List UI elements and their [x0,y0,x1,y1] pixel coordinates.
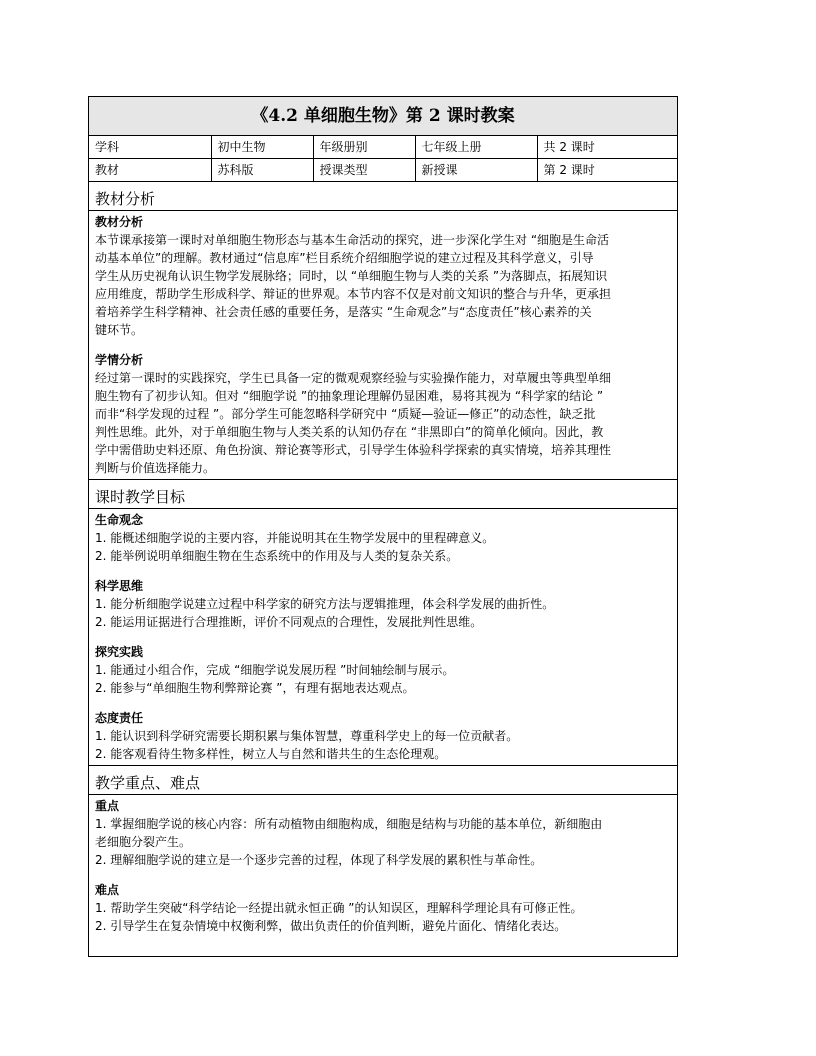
info-cell: 新授课 [415,159,537,182]
list-item: 1. 帮助学生突破“科学结论一经提出就永恒正确 ”的认知误区，理解科学理论具有可修正性。 [95,901,583,915]
info-cell: 教材 [89,159,211,182]
section-heading-key-points: 教学重点、难点 [89,766,677,795]
text-line: 胞生物有了初步认知。但对 “细胞学说 ”的抽象理论理解仍显困难，易将其视为 “科学家的结论 ” [95,389,604,403]
list-item: 1. 能分析细胞学说建立过程中科学家的研究方法与逻辑推理，体会科学发展的曲折性。 [95,597,555,611]
objective-group-title: 科学思维 [95,579,144,593]
course-info-table [89,136,677,182]
objective-group-title: 探究实践 [95,645,144,659]
objective-group-title: 生命观念 [95,513,144,527]
analysis-body [89,211,677,480]
text-line: 而非“科学发现的过程 ”。部分学生可能忽略科学研究中 “质疑—验证—修正”的动态性，缺乏批 [95,407,596,421]
learner-analysis-text [95,369,671,477]
list-item: 2. 能客观看待生物多样性，树立人与自然和谐共生的生态伦理观。 [95,747,447,761]
text-line: 应用维度，帮助学生形成科学、辩证的世界观。本节内容不仅是对前文知识的整合与升华，更承担 [95,287,612,301]
section-heading-analysis: 教材分析 [89,182,677,211]
document-title: 《4.2 单细胞生物》第 2 课时教案 [89,97,677,136]
difficulty-title: 难点 [95,883,120,897]
material-analysis-title: 教材分析 [95,215,144,229]
info-cell: 苏科版 [211,159,313,182]
info-cell: 第 2 课时 [537,159,677,182]
focus-list [95,815,671,869]
info-cell: 授课类型 [313,159,415,182]
list-item: 老细胞分裂产生。 [95,835,192,849]
list-item: 1. 掌握细胞学说的核心内容：所有动植物由细胞构成，细胞是结构与功能的基本单位，新细胞由 [95,817,603,831]
text-line: 学中需借助史料还原、角色扮演、辩论赛等形式，引导学生体验科学探索的真实情境，培养其理性 [95,443,612,457]
material-analysis-text [95,231,671,339]
objective-group-title: 态度责任 [95,711,144,725]
info-cell: 年级册别 [313,136,415,159]
list-item: 2. 能运用证据进行合理推断，评价不同观点的合理性，发展批判性思维。 [95,615,483,629]
text-line: 本节课承接第一课时对单细胞生物形态与基本生命活动的探究，进一步深化学生对 “细胞是生命活 [95,233,610,247]
lesson-plan-document [88,96,678,957]
section-heading-objectives: 课时教学目标 [89,480,677,509]
info-cell: 初中生物 [211,136,313,159]
learner-analysis-title: 学情分析 [95,353,144,367]
info-row [89,159,677,182]
list-item: 2. 能参与“单细胞生物利弊辩论赛 ”，有理有据地表达观点。 [95,681,415,695]
info-cell: 共 2 课时 [537,136,677,159]
info-row [89,136,677,159]
text-line: 判断与价值选择能力。 [95,461,216,475]
text-line: 学生从历史视角认识生物学发展脉络；同时，以 “单细胞生物与人类的关系 ”为落脚点，拓展知识 [95,269,608,283]
info-cell: 学科 [89,136,211,159]
text-line: 着培养学生科学精神、社会责任感的重要任务，是落实 “生命观念”与“态度责任”核心素养的关 [95,305,592,319]
text-line: 键环节。 [95,323,144,337]
text-line: 经过第一课时的实践探究，学生已具备一定的微观观察经验与实验操作能力，对草履虫等典型单细 [95,371,612,385]
list-item: 1. 能概述细胞学说的主要内容，并能说明其在生物学发展中的里程碑意义。 [95,531,495,545]
list-item: 1. 能通过小组合作，完成 “细胞学说发展历程 ”时间轴绘制与展示。 [95,663,455,677]
focus-title: 重点 [95,799,120,813]
list-item: 1. 能认识到科学研究需要长期积累与集体智慧，尊重科学史上的每一位贡献者。 [95,729,519,743]
key-points-body [89,795,677,937]
list-item: 2. 能举例说明单细胞生物在生态系统中的作用及与人类的复杂关系。 [95,549,459,563]
difficulty-list [95,899,671,935]
info-cell: 七年级上册 [415,136,537,159]
objectives-body [89,509,677,766]
list-item: 2. 引导学生在复杂情境中权衡利弊，做出负责任的价值判断，避免片面化、情绪化表达。 [95,919,567,933]
text-line: 判性思维。此外，对于单细胞生物与人类关系的认知仍存在 “非黑即白”的简单化倾向。因此，教 [95,425,604,439]
text-line: 动基本单位”的理解。教材通过“信息库”栏目系统介绍细胞学说的建立过程及其科学意义，引导 [95,251,594,265]
list-item: 2. 理解细胞学说的建立是一个逐步完善的过程，体现了科学发展的累积性与革命性。 [95,853,543,867]
